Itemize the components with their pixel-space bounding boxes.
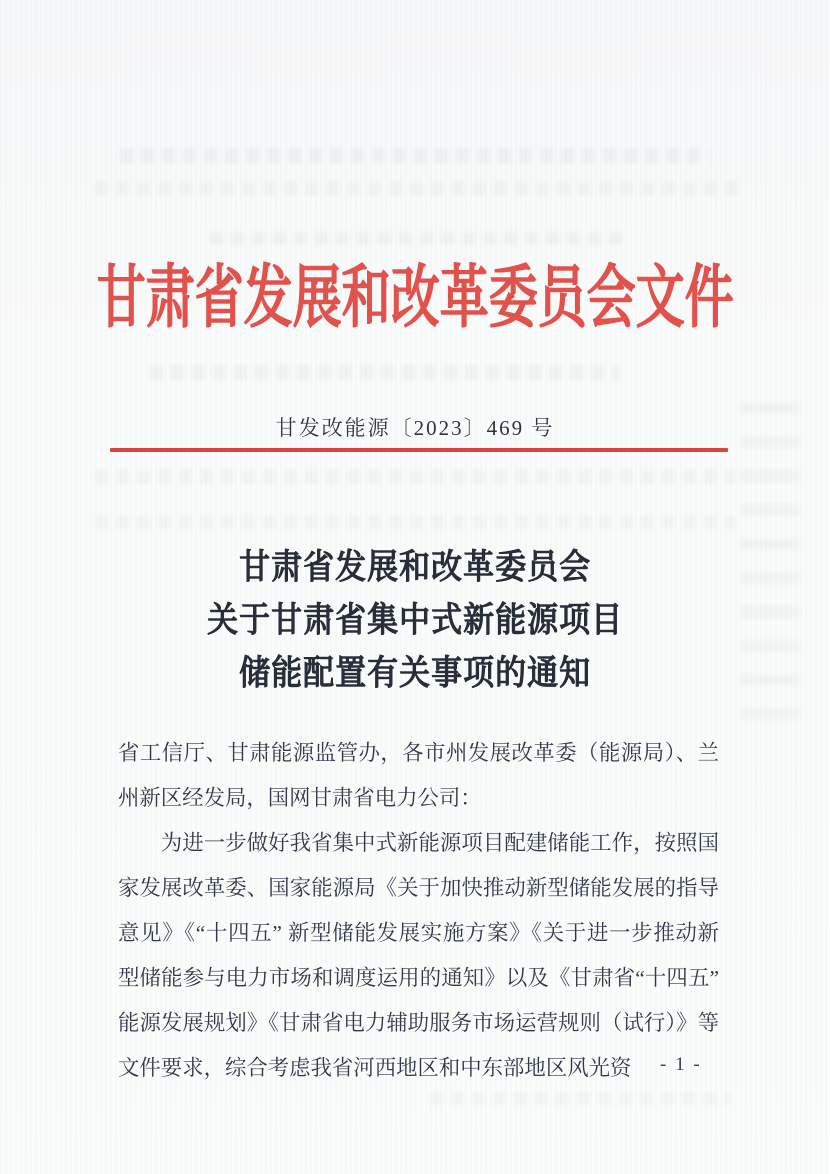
body-paragraph: 为进一步做好我省集中式新能源项目配建储能工作，按照国家发展改革委、国家能源局《关于加快推动新型储能发展的指导意见》《“十四五” 新型储能发展实施方案》《关于进一步推动新型储能参与电力市场和调度运用的通知》以及《甘肃省“十四五” 能源发展规划》《甘肃省电力辅助服务市场运营规则（试行）》等文件要求，综合考虑我省河西地区和中东部地区风光资 [118,831,719,1080]
document-title-line-1: 甘肃省发展和改革委员会 [239,546,591,587]
document-title [0,540,830,699]
red-separator-line [110,448,728,452]
recipients-line: 省工信厅、甘肃能源监管办，各市州发展改革委（能源局）、兰州新区经发局，国网甘肃省电力公司： [118,741,719,810]
bleed-through-artifact [430,1092,730,1105]
bleed-through-artifact [150,365,620,380]
agency-header-title: 甘肃省发展和改革委员会文件 [96,259,734,337]
bleed-through-artifact [95,515,735,529]
bleed-through-artifact [95,470,735,484]
document-reference-number: 甘发改能源〔2023〕469 号 [275,416,555,440]
document-title-line-3: 储能配置有关事项的通知 [239,652,591,693]
page-number: - 1 - [660,1054,702,1075]
bleed-through-artifact [95,182,745,195]
document-title-line-2: 关于甘肃省集中式新能源项目 [207,599,623,640]
document-body [118,731,719,1091]
bleed-through-artifact [120,148,710,163]
